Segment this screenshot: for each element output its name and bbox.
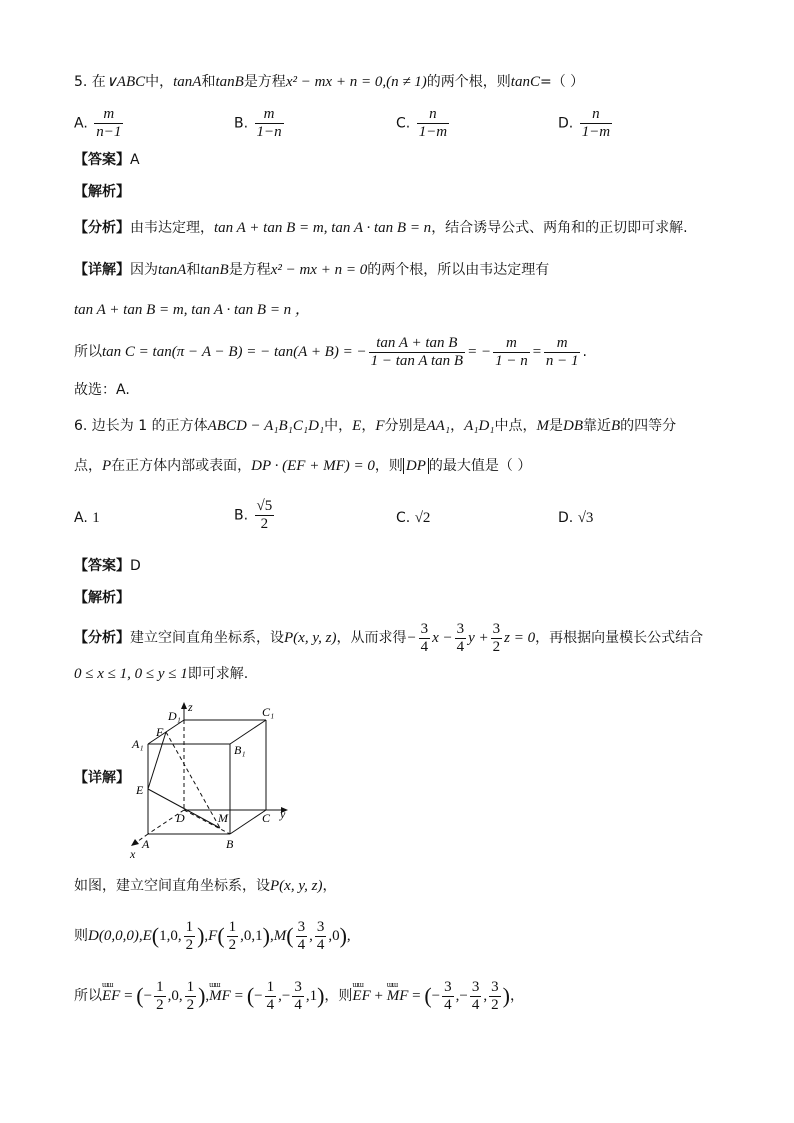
q5-xiangjie: 【详解】因为tanA和tanB是方程x² − mx + n = 0的两个根，所以由韦达定理有 — [74, 262, 550, 278]
q6-option-b[interactable]: B. $\frac{√5}{2}$ — [234, 498, 273, 532]
label-F: F — [156, 725, 164, 739]
q5-option-b[interactable]: B. $\frac{m}{1-n}$ — [234, 106, 282, 140]
q5-jiexi: 【解析】 — [74, 184, 130, 200]
q5-answer: 【答案】A — [74, 152, 140, 168]
label-D: D — [176, 811, 185, 825]
q6-fenxi-cont: 0 ≤ x ≤ 1, 0 ≤ y ≤ 1即可求解. — [74, 666, 249, 682]
q5-option-d[interactable]: D. $\frac{n}{1-m}$ — [558, 106, 611, 140]
label-z: z — [188, 702, 193, 714]
cube-figure — [126, 702, 296, 862]
q6-jiexi: 【解析】 — [74, 590, 130, 606]
axis-x-arrow — [131, 839, 139, 846]
label-D1: D₁ — [168, 709, 181, 723]
q5-stem: 5. 在∨ABC中，tanA和tanB是方程x² − mx + n = 0,(n ≠ 1)的两个根，则tanC=（ ） — [74, 74, 585, 90]
q5-chain: 所以tan C = tan(π − A − B) = − tan(A + B) = − $\frac{\text{tan A + tan B}}{\text{1 − tan A tan B}}$ = − $\frac{m}{1 - n}$ = $\frac{m}{n - 1}$ . — [74, 334, 587, 369]
q6-option-a[interactable]: A. 1 — [74, 510, 100, 526]
q5-option-c[interactable]: C. $\frac{n}{1-m}$ — [396, 106, 448, 140]
q6-option-d[interactable]: D. √3 — [558, 510, 594, 526]
edge-C1-B1 — [230, 720, 266, 744]
label-A1: A₁ — [132, 737, 144, 751]
q5-vieta-line: tan A + tan B = m, tan A · tan B = n ， — [74, 302, 310, 318]
q6-xiangjie-tag: 【详解】 — [74, 770, 130, 786]
q6-rutu: 如图，建立空间直角坐标系，设P(x, y, z)， — [74, 878, 337, 894]
axis-z-arrow — [181, 702, 187, 709]
label-C1: C₁ — [262, 705, 275, 719]
label-A: A — [142, 837, 150, 851]
label-y: y — [280, 807, 286, 821]
label-M: M — [218, 811, 228, 825]
label-x: x — [130, 847, 136, 861]
segment-E-F — [148, 732, 166, 789]
q5-fenxi: 【分析】由韦达定理，tan A + tan B = m, tan A · tan B = n，结合诱导公式、两角和的正切即可求解. — [74, 220, 688, 236]
q5-option-a[interactable]: A. $\frac{m}{n-1}$ — [74, 106, 122, 140]
q6-stem-line1: 6. 边长为 1 的正方体ABCD − A₁B₁C₁D₁中，E，F分别是AA₁，A₁D₁中点，M是DB靠近B的四等分 — [74, 418, 677, 434]
q6-stem-line2: 点，P在正方体内部或表面，DP · (EF + MF) = 0，则 DP 的最大值是（ ） — [74, 458, 532, 474]
q6-answer: 【答案】D — [74, 558, 141, 574]
label-B: B — [226, 837, 234, 851]
q6-coords: 则D(0,0,0),E(1,0, $\frac{1}{2}$ ),F( $\frac{1}{2}$ ,0,1),M( $\frac{3}{4}$ , $\frac{3}{4}$ ,0), — [74, 918, 351, 953]
edge-B-C — [230, 810, 266, 834]
label-E: E — [136, 783, 144, 797]
q5-conclusion: 故选：A. — [74, 382, 130, 398]
q6-vectors: 所以ɯɯ EF = (− $\frac{1}{2}$ ,0, $\frac{1}{2}$ ),ɯɯ MF = (− $\frac{1}{4}$ ,− $\frac{3}{4}$ ,1)，则ɯɯ EF + ɯɯ MF = (− $\frac{3}{4}$ ,− $\frac{3}{4}$ , $\frac{3}{2}$ )， — [74, 976, 524, 1016]
label-C: C — [262, 811, 271, 825]
q6-option-c[interactable]: C. √2 — [396, 510, 431, 526]
q6-fenxi: 【分析】建立空间直角坐标系，设P(x, y, z)，从而求得− $\frac{3}{4}$ x − $\frac{3}{4}$ y + $\frac{3}{2}$ z = 0，再根据向量模长公式结合 — [74, 620, 704, 655]
label-B1: B₁ — [234, 743, 246, 757]
